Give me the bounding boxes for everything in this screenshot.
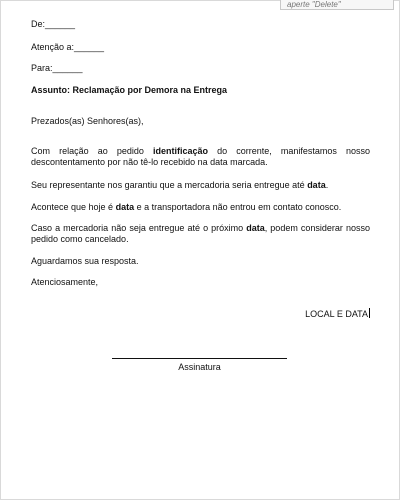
header-de[interactable]: De:______: [31, 19, 76, 29]
placeholder-data-2[interactable]: data: [115, 202, 135, 212]
placeholder-data-1[interactable]: data: [307, 180, 326, 190]
salutation: Prezados(as) Senhores(as),: [31, 116, 144, 126]
closing-atenciosamente: Atenciosamente,: [31, 277, 99, 287]
paragraph-1-text-a: Com relação ao pedido: [31, 146, 153, 156]
paragraph-1: [31, 146, 370, 168]
paragraph-2: [31, 180, 370, 191]
local-e-data-text[interactable]: LOCAL E DATA: [305, 309, 368, 319]
local-e-data-field[interactable]: [305, 308, 370, 320]
paragraph-2-text-b: .: [325, 180, 329, 190]
signature-label: Assinatura: [178, 362, 221, 372]
delete-hint-box: aperte "Delete": [280, 0, 394, 10]
subject-line: Assunto: Reclamação por Demora na Entrega: [31, 85, 228, 95]
placeholder-identificacao[interactable]: identificação: [152, 146, 208, 156]
paragraph-3: [31, 202, 370, 213]
signature-line: [112, 358, 287, 359]
header-para[interactable]: Para:______: [31, 63, 83, 73]
header-atencao[interactable]: Atenção a:______: [31, 42, 105, 52]
paragraph-4: [31, 223, 370, 245]
paragraph-3-text-a: Acontece que hoje é: [31, 202, 116, 212]
paragraph-3-text-b: e a transportadora não entrou em contato conosco.: [134, 202, 342, 212]
paragraph-4-text-a: Caso a mercadoria não seja entregue até o próximo: [31, 223, 247, 233]
text-cursor: [369, 308, 370, 318]
paragraph-2-text-a: Seu representante nos garantiu que a mercadoria seria entregue até: [31, 180, 308, 190]
closing-aguardamos: Aguardamos sua resposta.: [31, 256, 139, 266]
paragraph-4-text-b: , podem considerar nosso pedido como cancelado.: [31, 223, 370, 244]
placeholder-data-3[interactable]: data: [246, 223, 265, 233]
paragraph-1-text-b: do corrente, manifestamos nosso descontentamento por não tê-lo recebido na data marcada.: [31, 146, 370, 167]
